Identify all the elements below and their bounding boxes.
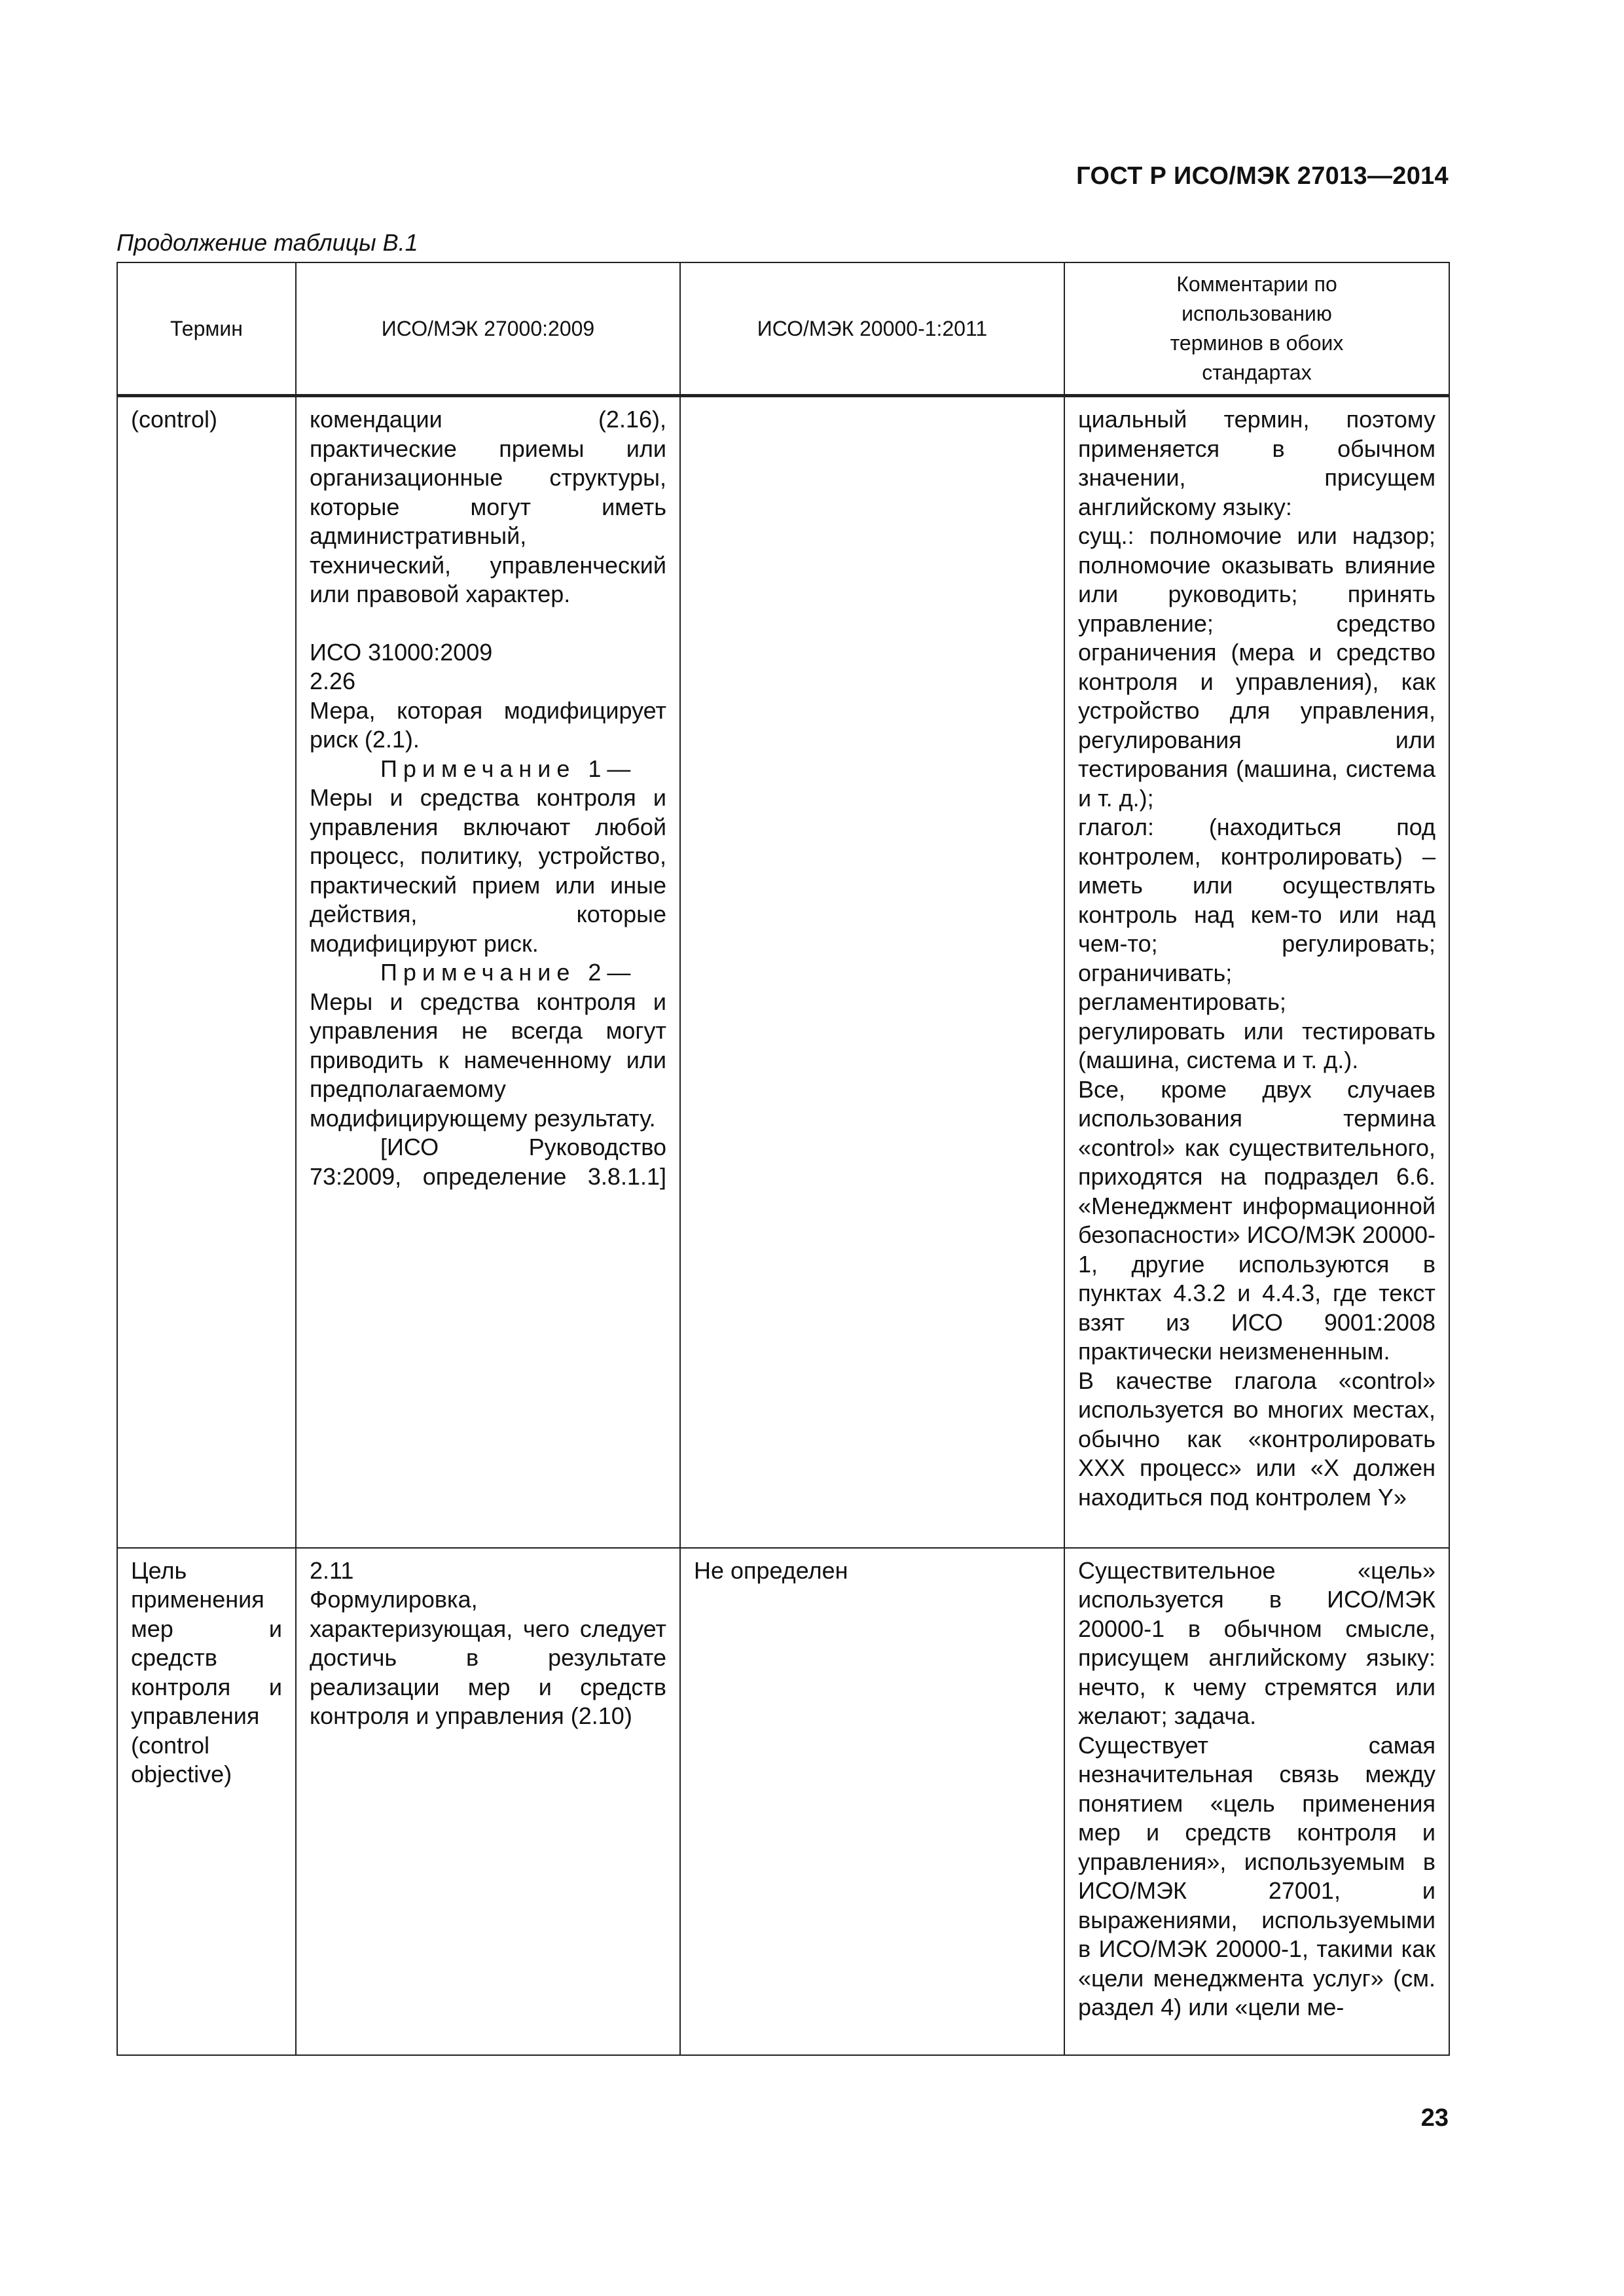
term-text: Цель применения мер и средств контроля и управления (control objective) [131, 1556, 282, 1787]
table-row [117, 396, 1449, 1548]
table-row [117, 1548, 1449, 2055]
cell-comments [1064, 1548, 1449, 2055]
definition-number: 2.26 [310, 668, 356, 694]
terms-comparison-table [117, 262, 1450, 2056]
comment-paragraph: Все, кроме двух случаев использования термина «control» как существительного, приходятся на подраздел 6.6. «Менеджмент информационной безопасности» ИСО/МЭК 20000-1, другие используются в пунктах 4.3.2 и 4.4.3, где текст взят из ИСО 9001:2008 практически неизмененным. [1078, 1075, 1435, 1365]
header-comments [1064, 262, 1449, 396]
document-standard-header: ГОСТ Р ИСО/МЭК 27013—2014 [1076, 162, 1449, 190]
cell-iso27000 [296, 1548, 680, 2055]
comment-paragraph: В качестве глагола «control» используется во многих местах, обычно как «контролировать XXX процесс» или «X должен находиться под контролем Y» [1078, 1367, 1435, 1511]
source-standard: ИСО 31000:2009 [310, 638, 493, 666]
definition-number: 2.11 [310, 1556, 354, 1584]
header-iso20000: ИСО/МЭК 20000-1:2011 [680, 262, 1064, 396]
page-number: 23 [1420, 2104, 1449, 2132]
comment-paragraph: глагол: (находиться под контролем, контролировать) – иметь или осуществлять контроль над кем-то или над чем-то; регулировать; ограничивать; регламентировать; регулировать или тестировать (машина, система и т. д.). [1078, 814, 1435, 1073]
header-iso27000: ИСО/МЭК 27000:2009 [296, 262, 680, 396]
definition-continuation: комендации (2.16), практические приемы или организационные структуры, которые могут иметь административный, технический, управленческий или правовой характер. [310, 406, 666, 607]
comment-paragraph: сущ.: полномочие или надзор; полномочие оказывать влияние или руководить; принять управление; средство ограничения (мера и средство контроля и управления), как устройство для управления, регулирования или тестирования (машина, система и т. д.); [1078, 522, 1435, 812]
comment-paragraph: Существительное «цель» используется в ИСО/МЭК 20000-1 в обычном смысле, присущем английскому языку: нечто, к чему стремятся или желают; задача. [1078, 1556, 1435, 1729]
cell-comments [1064, 396, 1449, 1548]
cell-term [117, 1548, 296, 2055]
cell-iso20000: Не определен [680, 1548, 1064, 2055]
header-comments-text: Комментарии по использованию терминов в обоих стандартах [1170, 272, 1344, 384]
term-text: (control) [131, 406, 218, 433]
table-header-row [117, 262, 1449, 396]
table-caption: Продолжение таблицы В.1 [117, 229, 418, 256]
comment-paragraph: Существует самая незначительная связь между понятием «цель применения мер и средств контроля и управления», используемым в ИСО/МЭК 27001, и выражениями, используемыми в ИСО/МЭК 20000-1, такими как «цели менеджмента услуг» (см. раздел 4) или «цели ме- [1078, 1731, 1435, 2020]
note-1-text: Меры и средства контроля и управления включают любой процесс, политику, устройство, практический прием или иные действия, которые модифицируют риск. [310, 784, 666, 957]
note-1-label: Примечание 1— [380, 755, 637, 782]
note-2-label: Примечание 2— [380, 959, 637, 986]
comment-paragraph: циальный термин, поэтому применяется в обычном значении, присущем английскому языку: [1078, 406, 1435, 520]
header-term: Термин [117, 262, 296, 396]
cell-iso20000 [680, 396, 1064, 1548]
note-2-text: Меры и средства контроля и управления не всегда могут приводить к намеченному или предполагаемому модифицирующему результату. [310, 988, 666, 1132]
definition-text: Формулировка, характеризующая, чего следует достичь в результате реализации мер и средств контроля и управления (2.10) [310, 1586, 666, 1729]
reference: [ИСО Руководство 73:2009, определение 3.8.1.1] [310, 1134, 666, 1190]
cell-term [117, 396, 296, 1548]
definition-text: Мера, которая модифицирует риск (2.1). [310, 696, 666, 753]
cell-iso27000 [296, 396, 680, 1548]
